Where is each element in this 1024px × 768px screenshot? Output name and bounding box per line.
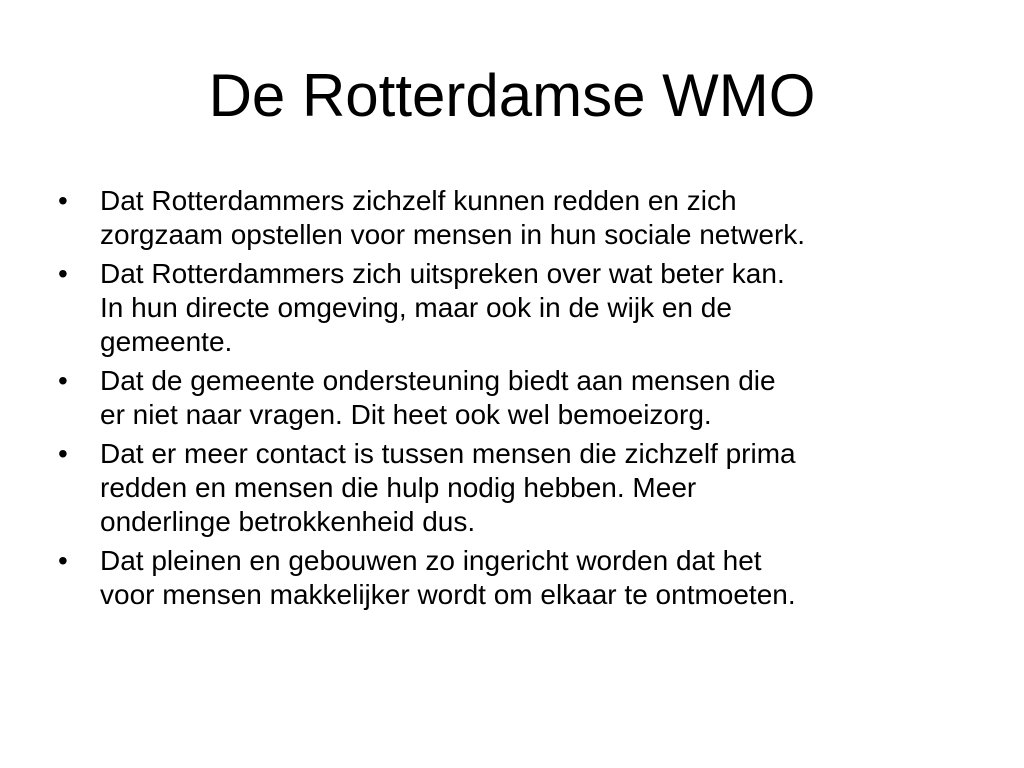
bullet-list [55,184,985,617]
bullet-text-line: In hun directe omgeving, maar ook in de wijk en de [100,292,732,323]
bullet-item [55,437,985,539]
bullet-icon: • [58,185,68,216]
bullet-text-line: Dat er meer contact is tussen mensen die zichzelf prima [100,438,796,469]
bullet-text-line: Dat de gemeente ondersteuning biedt aan mensen die [100,365,776,396]
bullet-text-line: Dat Rotterdammers zichzelf kunnen redden en zich [100,185,737,216]
slide-title: De Rotterdamse WMO [208,62,816,129]
bullet-text-line: er niet naar vragen. Dit heet ook wel bemoeizorg. [100,399,712,430]
bullet-icon: • [58,258,68,289]
bullet-text-line: onderlinge betrokkenheid dus. [100,506,476,537]
bullet-item [55,364,985,432]
bullet-text-line: zorgzaam opstellen voor mensen in hun sociale netwerk. [100,219,806,250]
bullet-text-line: redden en mensen die hulp nodig hebben. Meer [100,472,697,503]
bullet-item [55,184,985,252]
bullet-text-line: voor mensen makkelijker wordt om elkaar te ontmoeten. [100,579,796,610]
bullet-text-line: gemeente. [100,326,233,357]
bullet-icon: • [58,438,68,469]
bullet-icon: • [58,545,68,576]
bullet-item [55,257,985,359]
bullet-item [55,544,985,612]
bullet-icon: • [58,365,68,396]
bullet-text-line: Dat Rotterdammers zich uitspreken over wat beter kan. [100,258,785,289]
bullet-text-line: Dat pleinen en gebouwen zo ingericht worden dat het [100,545,762,576]
